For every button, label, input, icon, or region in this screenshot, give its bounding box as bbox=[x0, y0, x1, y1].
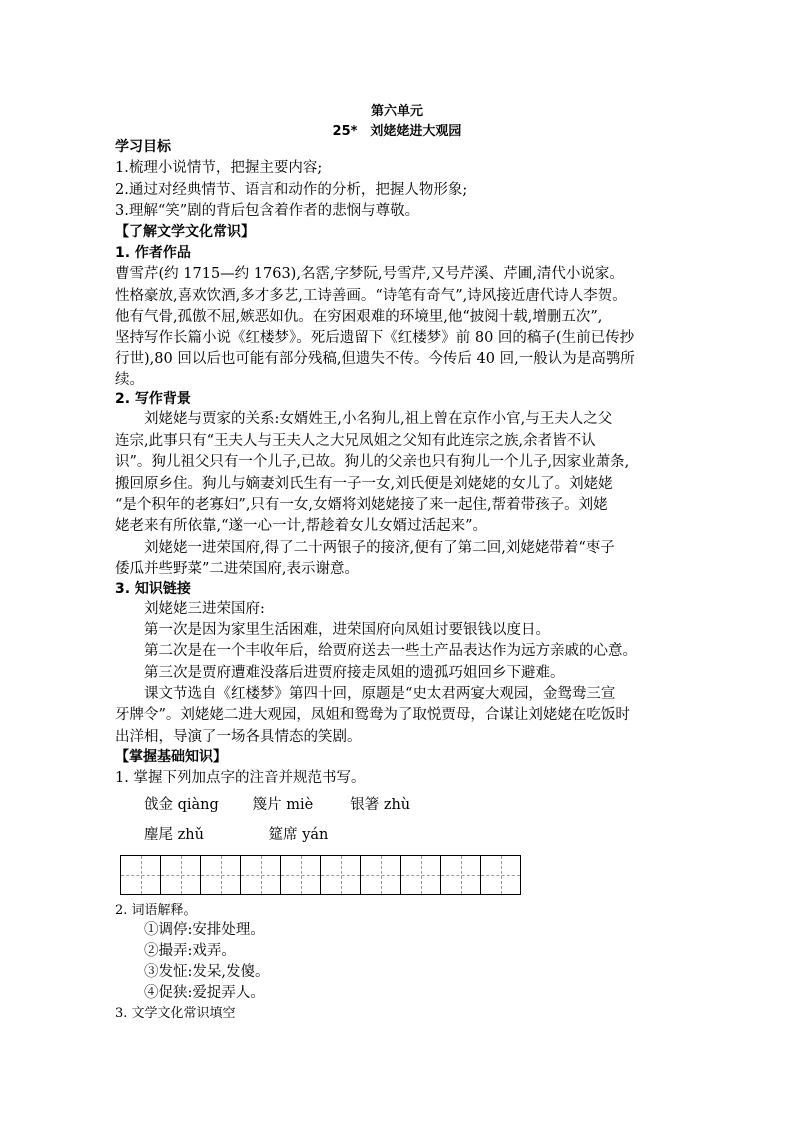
question-1: 1. 掌握下列加点字的注音并规范书写。 bbox=[115, 770, 366, 786]
author-line: 他有气骨,孤傲不屈,嫉恶如仇。在穷困艰难的环境里,他“披阅十载,增删五次”, bbox=[115, 309, 603, 325]
grid-cell[interactable] bbox=[400, 855, 441, 895]
grid-cell[interactable] bbox=[120, 855, 161, 895]
pinyin-item: 戗金 qiàng bbox=[144, 797, 219, 813]
goal-item: 2.通过对经典情节、语言和动作的分析，把握人物形象; bbox=[115, 182, 468, 198]
background-line: 姥老来有所依靠,“遂一心一计,帮趁着女儿女婿过活起来”。 bbox=[115, 518, 488, 534]
pinyin-row bbox=[144, 795, 410, 816]
author-line: 坚持写作长篇小说《红楼梦》。死后遗留下《红楼梦》前 80 回的稿子(生前已传抄 bbox=[115, 330, 635, 346]
term-item: ④促狭:爱捉弄人。 bbox=[144, 985, 265, 1001]
link-line: 出洋相，导演了一场各具情态的笑剧。 bbox=[115, 729, 362, 745]
goal-item: 3.理解“笑”剧的背后包含着作者的悲悯与尊敬。 bbox=[115, 203, 420, 219]
writing-grid[interactable] bbox=[120, 855, 521, 895]
grid-cell[interactable] bbox=[280, 855, 321, 895]
grid-cell[interactable] bbox=[360, 855, 401, 895]
question-3: 3. 文学文化常识填空 bbox=[115, 1006, 236, 1021]
author-line: 曹雪芹(约 1715—约 1763),名霑,字梦阮,号雪芹,又号芹溪、芹圃,清代小说家。 bbox=[115, 266, 624, 282]
link-line: 第三次是贾府遭难没落后进贾府接走凤姐的遗孤巧姐回乡下避难。 bbox=[144, 665, 565, 681]
lesson-title: 25* 刘姥姥进大观园 bbox=[332, 124, 462, 139]
author-line: 性格豪放,喜欢饮酒,多才多艺,工诗善画。“诗笔有奇气”,诗风接近唐代诗人李贺。 bbox=[115, 288, 627, 304]
link-heading: 3. 知识链接 bbox=[115, 581, 191, 597]
grid-cell[interactable] bbox=[480, 855, 521, 895]
link-line: 第二次是在一个丰收年后，给贾府送去一些土产品表达作为远方亲戚的心意。 bbox=[144, 643, 637, 659]
link-line: 牙牌令”。刘姥姥二进大观园，凤姐和鸳鸯为了取悦贾母，合谋让刘姥姥在吃饭时 bbox=[115, 707, 630, 723]
goals-heading: 学习目标 bbox=[115, 139, 171, 155]
goal-item: 1.梳理小说情节，把握主要内容; bbox=[115, 160, 323, 176]
background-line: 连宗,此事只有“王夫人与王夫人之大兄凤姐之父知有此连宗之族,余者皆不认 bbox=[115, 433, 596, 449]
grid-cell[interactable] bbox=[440, 855, 481, 895]
pinyin-item: 麈尾 zhǔ bbox=[144, 827, 204, 843]
background-heading: 2. 写作背景 bbox=[115, 391, 191, 407]
term-item: ③发怔:发呆,发傻。 bbox=[144, 964, 270, 980]
pinyin-item: 银箸 zhù bbox=[350, 797, 411, 813]
author-heading: 1. 作者作品 bbox=[115, 245, 191, 261]
section-heading: 【了解文学文化常识】 bbox=[115, 224, 255, 240]
term-item: ②撮弄:戏弄。 bbox=[144, 943, 236, 959]
grid-cell[interactable] bbox=[320, 855, 361, 895]
background-line: 倭瓜并些野菜”二进荣国府,表示谢意。 bbox=[115, 561, 360, 577]
term-item: ①调停:安排处理。 bbox=[144, 922, 265, 938]
pinyin-item: 筵席 yán bbox=[268, 827, 329, 843]
section-heading: 【掌握基础知识】 bbox=[115, 749, 227, 765]
link-line: 刘姥姥三进荣国府: bbox=[144, 601, 265, 617]
background-line: 刘姥姥一进荣国府,得了二十两银子的接济,便有了第二回,刘姥姥带着“枣子 bbox=[144, 540, 615, 556]
background-line: “是个积年的老寡妇”,只有一女,女婿将刘姥姥接了来一起住,帮着带孩子。刘姥 bbox=[115, 497, 608, 513]
grid-cell[interactable] bbox=[160, 855, 201, 895]
background-line: 识”。狗儿祖父只有一个儿子,已故。狗儿的父亲也只有狗儿一个儿子,因家业萧条, bbox=[115, 454, 630, 470]
pinyin-item: 篾片 miè bbox=[252, 797, 314, 813]
grid-cell[interactable] bbox=[200, 855, 241, 895]
question-2: 2. 词语解释。 bbox=[115, 903, 197, 918]
background-line: 搬回原乡住。狗儿与嫡妻刘氏生有一子一女,刘氏便是刘姥姥的女儿了。刘姥姥 bbox=[115, 476, 613, 492]
background-line: 刘姥姥与贾家的关系:女婿姓王,小名狗儿,祖上曾在京作小官,与王夫人之父 bbox=[144, 411, 613, 427]
unit-title: 第六单元 bbox=[370, 104, 423, 119]
grid-cell[interactable] bbox=[240, 855, 281, 895]
link-line: 第一次是因为家里生活困难，进荣国府向凤姐讨要银钱以度日。 bbox=[144, 622, 550, 638]
pinyin-row bbox=[144, 825, 328, 846]
author-line: 续。 bbox=[115, 372, 144, 388]
author-line: 行世),80 回以后也可能有部分残稿,但遗失不传。今传后 40 回,一般认为是高鹗所 bbox=[115, 351, 635, 367]
link-line: 课文节选自《红楼梦》第四十回，原题是“史太君两宴大观园，金鸳鸯三宣 bbox=[144, 686, 616, 702]
